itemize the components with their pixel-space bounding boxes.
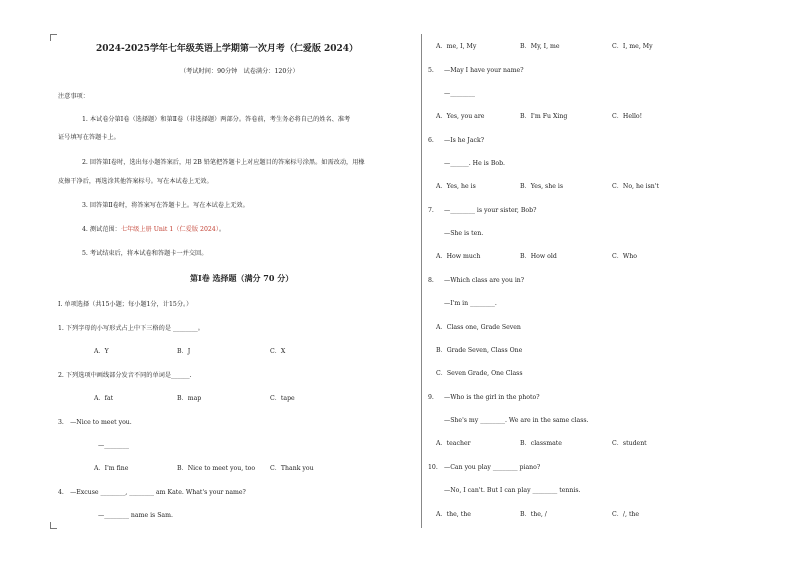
note-item-3: 3. 回答第Ⅱ卷时，将答案写在答题卡上。写在本试卷上无效。 bbox=[82, 202, 249, 209]
question-7-option-a: A．How much bbox=[436, 253, 481, 260]
question-4-option-c: C．I, me, My bbox=[612, 43, 653, 50]
column-divider bbox=[421, 34, 422, 528]
question-3-option-a: A．I'm fine bbox=[94, 465, 129, 472]
question-6-stem: —Is he Jack? bbox=[444, 137, 485, 144]
question-5-option-a: A．Yes, you are bbox=[436, 113, 485, 120]
question-3-stem: 3. —Nice to meet you. bbox=[58, 419, 132, 426]
note-item-1-cont: 证号填写在答题卡上。 bbox=[58, 134, 120, 141]
page-corner-mark bbox=[50, 522, 57, 529]
question-5-blank: —________ bbox=[444, 90, 475, 97]
question-5-number: 5. bbox=[428, 67, 434, 74]
question-7-stem: —________ is your sister, Bob? bbox=[444, 207, 537, 214]
question-9-option-a: A．teacher bbox=[436, 440, 471, 447]
question-1-stem: 1. 下列字母的小写形式占上中下三格的是 ________。 bbox=[58, 325, 204, 332]
question-4-option-a: A．me, I, My bbox=[436, 43, 477, 50]
question-6-option-b: B．Yes, she is bbox=[520, 183, 563, 190]
question-6-option-c: C．No, he isn't bbox=[612, 183, 659, 190]
question-1-option-a: A．Y bbox=[94, 348, 109, 355]
section-title: 第Ⅰ卷 选择题（满分 70 分） bbox=[190, 273, 294, 283]
question-7-option-b: B．How old bbox=[520, 253, 557, 260]
note-item-4 bbox=[82, 226, 225, 234]
question-9-answer: —She's my ________. We are in the same class. bbox=[444, 417, 589, 424]
note-item-5: 5. 考试结束后，将本试卷和答题卡一并交回。 bbox=[82, 250, 208, 257]
question-10-option-c: C．/, the bbox=[612, 511, 640, 518]
question-8-option-a: A．Class one, Grade Seven bbox=[436, 324, 521, 331]
question-1-option-c: C．X bbox=[270, 348, 286, 355]
question-9-option-b: B．classmate bbox=[520, 440, 562, 447]
question-5-option-b: B．I'm Fu Xing bbox=[520, 113, 568, 120]
question-3-blank: —________ bbox=[98, 442, 129, 449]
question-2-stem: 2. 下列选项中画线部分发音不同的单词是______. bbox=[58, 372, 192, 379]
note-item-2-cont: 皮擦干净后，再选涂其他答案标号。写在本试卷上无效。 bbox=[58, 178, 213, 185]
question-9-stem: —Who is the girl in the photo? bbox=[444, 394, 540, 401]
note-item-1: 1. 本试卷分第Ⅰ卷（选择题）和第Ⅱ卷（非选择题）两部分。答卷前，考生务必将自己的姓名、准考 bbox=[82, 116, 351, 123]
question-10-option-b: B．the, / bbox=[520, 511, 547, 518]
question-2-option-b: B．map bbox=[177, 395, 202, 402]
exam-title: 2024-2025学年七年级英语上学期第一次月考（仁爱版 2024） bbox=[96, 44, 359, 54]
question-7-answer: —She is ten. bbox=[444, 230, 484, 237]
question-4-option-b: B．My, I, me bbox=[520, 43, 560, 50]
question-8-option-b: B．Grade Seven, Class One bbox=[436, 347, 523, 354]
test-range: 七年级上册 Unit 1（仁爱版 2024） bbox=[120, 226, 219, 233]
question-6-option-a: A．Yes, he is bbox=[436, 183, 476, 190]
question-4-stem: 4. —Excuse ________, ________ am Kate. What's your name? bbox=[58, 489, 246, 496]
question-7-number: 7. bbox=[428, 207, 434, 214]
question-2-option-c: C．tape bbox=[270, 395, 295, 402]
question-5-option-c: C．Hello! bbox=[612, 113, 643, 120]
question-8-number: 8. bbox=[428, 277, 434, 284]
note-item-4-suffix: 。 bbox=[218, 226, 226, 233]
question-9-option-c: C．student bbox=[612, 440, 647, 447]
question-8-option-c: C．Seven Grade, One Class bbox=[436, 370, 523, 377]
exam-info: （考试时间：90分钟 试卷满分：120分） bbox=[180, 68, 299, 75]
part1-heading: I. 单项选择（共15小题；每小题1分，计15分。） bbox=[58, 301, 193, 308]
note-item-4-prefix: 4. 测试范围： bbox=[82, 226, 121, 233]
question-3-option-b: B．Nice to meet you, too bbox=[177, 465, 256, 472]
page-corner-mark bbox=[50, 34, 57, 41]
question-6-blank: —______. He is Bob. bbox=[444, 160, 506, 167]
question-6-number: 6. bbox=[428, 137, 434, 144]
question-8-answer: —I'm in ________. bbox=[444, 300, 497, 307]
question-9-number: 9. bbox=[428, 394, 434, 401]
question-3-option-c: C．Thank you bbox=[270, 465, 314, 472]
question-10-answer: —No, I can't. But I can play ________ tennis. bbox=[444, 487, 581, 494]
question-4-blank: —________ name is Sam. bbox=[98, 512, 173, 519]
question-5-stem: —May I have your name? bbox=[444, 67, 524, 74]
question-8-stem: —Which class are you in? bbox=[444, 277, 525, 284]
question-7-option-c: C．Who bbox=[612, 253, 637, 260]
notes-heading: 注意事项： bbox=[58, 93, 89, 100]
note-item-2: 2. 回答第Ⅰ卷时，选出每小题答案后，用 2B 铅笔把答题卡上对应题目的答案标号涂黑。如需改动，用橡 bbox=[82, 159, 365, 166]
question-1-option-b: B．J bbox=[177, 348, 191, 355]
question-10-stem: —Can you play ________ piano? bbox=[444, 464, 541, 471]
question-10-option-a: A．the, the bbox=[436, 511, 471, 518]
question-2-option-a: A．fat bbox=[94, 395, 114, 402]
question-10-number: 10. bbox=[428, 464, 438, 471]
